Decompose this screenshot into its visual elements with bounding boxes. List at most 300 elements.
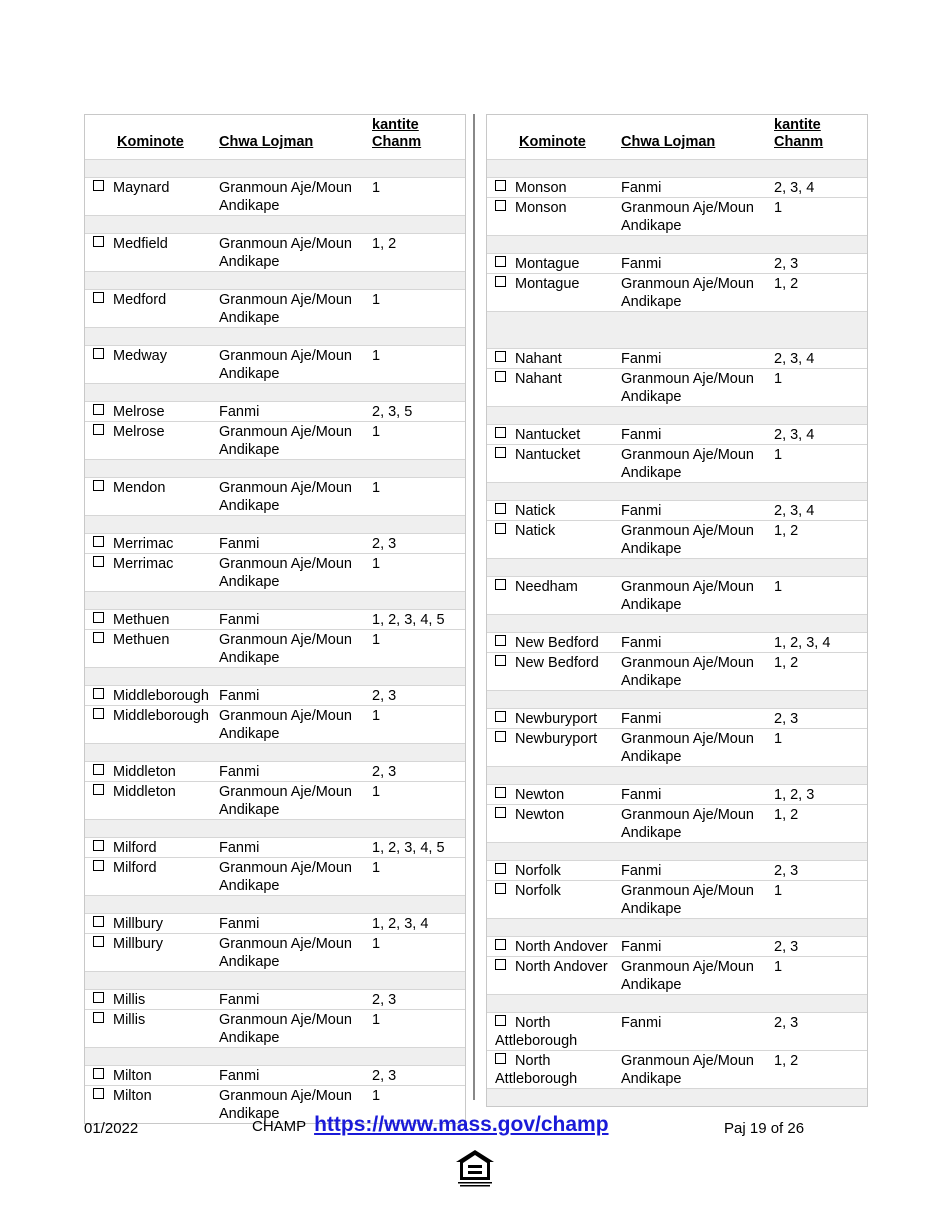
table-row xyxy=(85,234,465,272)
spacer-cell xyxy=(487,919,867,937)
community-cell xyxy=(487,937,621,957)
bedroom-count-cell: 1 xyxy=(774,369,867,407)
housing-type-cell: Granmoun Aje/Moun Andikape xyxy=(621,577,774,615)
housing-type-cell: Fanmi xyxy=(219,534,372,554)
housing-type-cell: Granmoun Aje/Moun Andikape xyxy=(219,234,372,272)
checkbox[interactable] xyxy=(93,536,104,547)
bedroom-count-cell: 2, 3 xyxy=(774,861,867,881)
spacer-cell xyxy=(85,668,465,686)
left-header-row xyxy=(85,115,465,160)
table-row xyxy=(487,501,867,521)
community-name: North Andover xyxy=(515,939,608,955)
housing-type-cell: Granmoun Aje/Moun Andikape xyxy=(219,554,372,592)
right-header-row xyxy=(487,115,867,160)
group-spacer xyxy=(487,767,867,785)
community-name: Middleton xyxy=(113,784,176,800)
housing-type-cell: Granmoun Aje/Moun Andikape xyxy=(219,290,372,328)
table-row xyxy=(85,630,465,668)
bedroom-count-cell: 1, 2 xyxy=(774,1051,867,1089)
bedroom-count-cell: 1, 2, 3, 4 xyxy=(774,633,867,653)
checkbox[interactable] xyxy=(93,916,104,927)
checkbox[interactable] xyxy=(93,860,104,871)
bedroom-count-cell: 1 xyxy=(372,1010,465,1048)
community-cell xyxy=(85,422,219,460)
housing-type-cell: Granmoun Aje/Moun Andikape xyxy=(219,178,372,216)
checkbox[interactable] xyxy=(495,807,506,818)
group-spacer xyxy=(85,460,465,478)
community-name: Millis xyxy=(113,1012,146,1028)
bedroom-count-cell: 1 xyxy=(372,478,465,516)
community-name: Natick xyxy=(515,523,556,539)
bedroom-count-cell: 1 xyxy=(774,957,867,995)
housing-type-cell: Fanmi xyxy=(219,914,372,934)
community-cell xyxy=(487,805,621,843)
left-column xyxy=(84,114,466,1124)
checkbox[interactable] xyxy=(495,180,506,191)
community-name: Mendon xyxy=(113,480,166,496)
bedroom-count-cell: 1 xyxy=(372,782,465,820)
community-name: Montague xyxy=(515,276,580,292)
checkbox[interactable] xyxy=(495,655,506,666)
spacer-cell xyxy=(487,615,867,633)
bedroom-count-cell: 2, 3, 4 xyxy=(774,178,867,198)
community-cell xyxy=(487,369,621,407)
checkbox[interactable] xyxy=(495,731,506,742)
bedroom-count-cell: 1 xyxy=(372,706,465,744)
community-cell xyxy=(85,234,219,272)
group-spacer xyxy=(85,328,465,346)
spacer-cell xyxy=(85,460,465,478)
table-row xyxy=(487,425,867,445)
equal-housing-opportunity-icon xyxy=(452,1148,498,1190)
bedroom-count-cell: 1 xyxy=(774,577,867,615)
table-row xyxy=(85,402,465,422)
checkbox[interactable] xyxy=(495,579,506,590)
checkbox[interactable] xyxy=(93,424,104,435)
community-name: Methuen xyxy=(113,632,170,648)
community-name: North Andover xyxy=(515,959,608,975)
checkbox[interactable] xyxy=(495,1053,506,1064)
column-divider xyxy=(473,114,475,1100)
group-spacer xyxy=(85,592,465,610)
bedroom-count-cell: 1 xyxy=(774,881,867,919)
community-cell xyxy=(85,610,219,630)
housing-type-cell: Fanmi xyxy=(621,633,774,653)
community-name: Methuen xyxy=(113,612,170,628)
checkbox[interactable] xyxy=(93,708,104,719)
bedroom-count-cell: 1, 2, 3, 4, 5 xyxy=(372,610,465,630)
table-row xyxy=(487,178,867,198)
checkbox[interactable] xyxy=(93,404,104,415)
spacer-cell xyxy=(487,995,867,1013)
community-name: Newburyport xyxy=(515,731,598,747)
checkbox[interactable] xyxy=(495,427,506,438)
table-row xyxy=(85,1010,465,1048)
bedroom-count-cell: 1 xyxy=(774,198,867,236)
community-cell xyxy=(85,762,219,782)
checkbox[interactable] xyxy=(93,236,104,247)
table-row xyxy=(487,445,867,483)
bedroom-count-cell: 1, 2 xyxy=(774,805,867,843)
housing-type-cell: Granmoun Aje/Moun Andikape xyxy=(621,274,774,312)
right-table xyxy=(487,115,867,1106)
table-row xyxy=(487,881,867,919)
table-row xyxy=(487,633,867,653)
table-row xyxy=(487,349,867,369)
bedroom-count-cell: 1, 2 xyxy=(774,653,867,691)
community-name: Milton xyxy=(113,1068,152,1084)
community-cell xyxy=(487,274,621,312)
housing-type-cell: Granmoun Aje/Moun Andikape xyxy=(621,653,774,691)
bedroom-count-cell: 2, 3 xyxy=(774,937,867,957)
community-cell xyxy=(85,838,219,858)
table-row xyxy=(85,686,465,706)
community-cell xyxy=(85,934,219,972)
table-row xyxy=(85,534,465,554)
checkbox[interactable] xyxy=(495,276,506,287)
community-cell xyxy=(85,534,219,554)
community-cell xyxy=(85,630,219,668)
housing-type-cell: Granmoun Aje/Moun Andikape xyxy=(219,1010,372,1048)
community-name: Norfolk xyxy=(515,883,561,899)
table-row xyxy=(487,729,867,767)
checkbox[interactable] xyxy=(93,180,104,191)
housing-type-cell: Granmoun Aje/Moun Andikape xyxy=(621,445,774,483)
housing-type-cell: Granmoun Aje/Moun Andikape xyxy=(621,729,774,767)
housing-type-cell: Granmoun Aje/Moun Andikape xyxy=(219,422,372,460)
bedroom-count-cell: 1, 2 xyxy=(774,521,867,559)
community-name: Medfield xyxy=(113,236,168,252)
community-cell xyxy=(487,957,621,995)
housing-type-cell: Granmoun Aje/Moun Andikape xyxy=(219,630,372,668)
community-name: Nahant xyxy=(515,371,562,387)
spacer-cell xyxy=(487,843,867,861)
community-cell xyxy=(487,198,621,236)
bedroom-count-cell: 1 xyxy=(774,729,867,767)
group-spacer xyxy=(85,384,465,402)
table-row xyxy=(487,577,867,615)
community-cell xyxy=(85,858,219,896)
bedroom-count-cell: 1 xyxy=(372,630,465,668)
community-name: Newburyport xyxy=(515,711,598,727)
spacer-cell xyxy=(85,216,465,234)
bedroom-count-cell: 1 xyxy=(372,290,465,328)
checkbox[interactable] xyxy=(93,992,104,1003)
group-spacer xyxy=(85,516,465,534)
checkbox[interactable] xyxy=(93,1012,104,1023)
housing-type-cell: Fanmi xyxy=(219,402,372,422)
table-row xyxy=(85,914,465,934)
community-cell xyxy=(85,478,219,516)
spacer-cell xyxy=(487,691,867,709)
community-cell xyxy=(85,554,219,592)
bedroom-count-cell: 2, 3 xyxy=(372,990,465,1010)
checkbox[interactable] xyxy=(93,936,104,947)
table-row xyxy=(487,1013,867,1051)
table-row xyxy=(487,521,867,559)
table-row xyxy=(85,610,465,630)
bedroom-count-cell: 1, 2, 3, 4, 5 xyxy=(372,838,465,858)
housing-type-cell: Granmoun Aje/Moun Andikape xyxy=(219,706,372,744)
group-spacer xyxy=(85,896,465,914)
housing-type-cell: Granmoun Aje/Moun Andikape xyxy=(621,1051,774,1089)
table-row xyxy=(487,254,867,274)
housing-type-cell: Granmoun Aje/Moun Andikape xyxy=(621,805,774,843)
bedroom-count-cell: 2, 3, 4 xyxy=(774,425,867,445)
group-spacer xyxy=(487,919,867,937)
table-row xyxy=(85,990,465,1010)
right-table-body xyxy=(487,160,867,1107)
spacer-cell xyxy=(85,592,465,610)
bedroom-count-cell: 2, 3 xyxy=(774,1013,867,1051)
community-cell xyxy=(487,709,621,729)
housing-type-cell: Granmoun Aje/Moun Andikape xyxy=(621,198,774,236)
left-table-body xyxy=(85,160,465,1124)
spacer-cell xyxy=(487,559,867,577)
table-row xyxy=(487,369,867,407)
table-row xyxy=(487,957,867,995)
spacer-cell xyxy=(85,896,465,914)
community-name: Merrimac xyxy=(113,556,174,572)
housing-type-cell: Granmoun Aje/Moun Andikape xyxy=(219,782,372,820)
table-row xyxy=(85,290,465,328)
bedroom-count-cell: 1 xyxy=(372,934,465,972)
community-cell xyxy=(85,346,219,384)
community-name: Natick xyxy=(515,503,556,519)
bedroom-count-cell: 2, 3 xyxy=(372,1066,465,1086)
checkbox[interactable] xyxy=(495,200,506,211)
community-name: Merrimac xyxy=(113,536,174,552)
header-chwa-lojman: Chwa Lojman xyxy=(621,134,716,150)
community-name: Millis xyxy=(113,992,146,1008)
community-name: Middleborough xyxy=(113,708,209,724)
housing-type-cell: Granmoun Aje/Moun Andikape xyxy=(219,478,372,516)
checkbox[interactable] xyxy=(93,612,104,623)
housing-type-cell: Fanmi xyxy=(621,709,774,729)
bedroom-count-cell: 2, 3, 4 xyxy=(774,349,867,369)
community-name: Nantucket xyxy=(515,427,581,443)
community-name: Norfolk xyxy=(515,863,561,879)
housing-type-cell: Fanmi xyxy=(621,349,774,369)
checkbox[interactable] xyxy=(495,787,506,798)
community-name: New Bedford xyxy=(515,635,599,651)
spacer-cell xyxy=(85,1048,465,1066)
housing-type-cell: Fanmi xyxy=(219,1066,372,1086)
community-cell xyxy=(85,1066,219,1086)
community-name: New Bedford xyxy=(515,655,599,671)
housing-type-cell: Fanmi xyxy=(219,762,372,782)
bedroom-count-cell: 2, 3, 4 xyxy=(774,501,867,521)
group-spacer xyxy=(487,843,867,861)
checkbox[interactable] xyxy=(93,556,104,567)
checkbox[interactable] xyxy=(495,503,506,514)
table-row xyxy=(487,653,867,691)
checkbox[interactable] xyxy=(495,959,506,970)
housing-type-cell: Fanmi xyxy=(219,610,372,630)
header-kominote: Kominote xyxy=(519,134,586,150)
community-cell xyxy=(85,1010,219,1048)
housing-type-cell: Fanmi xyxy=(621,937,774,957)
spacer-cell xyxy=(85,160,465,178)
group-spacer xyxy=(85,216,465,234)
group-spacer xyxy=(487,559,867,577)
bedroom-count-cell: 1 xyxy=(372,858,465,896)
community-cell xyxy=(487,178,621,198)
community-name: Melrose xyxy=(113,404,165,420)
table-row xyxy=(85,762,465,782)
checkbox[interactable] xyxy=(93,784,104,795)
spacer-cell xyxy=(487,1089,867,1107)
spacer-cell xyxy=(85,328,465,346)
community-cell xyxy=(487,1013,621,1051)
community-cell xyxy=(85,1086,219,1124)
table-row xyxy=(85,858,465,896)
housing-type-cell: Fanmi xyxy=(219,686,372,706)
table-row xyxy=(487,937,867,957)
group-spacer xyxy=(487,483,867,501)
header-kominote: Kominote xyxy=(117,134,184,150)
bedroom-count-cell: 1, 2 xyxy=(774,274,867,312)
housing-type-cell: Granmoun Aje/Moun Andikape xyxy=(219,934,372,972)
community-cell xyxy=(85,290,219,328)
table-row xyxy=(85,346,465,384)
header-chwa-lojman: Chwa Lojman xyxy=(219,134,314,150)
checkbox[interactable] xyxy=(495,1015,506,1026)
housing-type-cell: Fanmi xyxy=(621,785,774,805)
housing-type-cell: Fanmi xyxy=(621,501,774,521)
checkbox[interactable] xyxy=(495,256,506,267)
community-name: Montague xyxy=(515,256,580,272)
community-name: Maynard xyxy=(113,180,170,196)
table-row xyxy=(85,706,465,744)
spacer-cell xyxy=(487,407,867,425)
community-cell xyxy=(487,785,621,805)
checkbox[interactable] xyxy=(93,292,104,303)
community-cell xyxy=(85,782,219,820)
table-row xyxy=(85,554,465,592)
bedroom-count-cell: 1 xyxy=(372,554,465,592)
community-cell xyxy=(487,633,621,653)
checkbox[interactable] xyxy=(495,711,506,722)
checkbox[interactable] xyxy=(495,883,506,894)
housing-type-cell: Fanmi xyxy=(621,254,774,274)
checkbox[interactable] xyxy=(93,1088,104,1099)
housing-type-cell: Fanmi xyxy=(219,990,372,1010)
community-name: Newton xyxy=(515,787,565,803)
table-row xyxy=(487,274,867,312)
spacer-cell xyxy=(487,236,867,254)
checkbox[interactable] xyxy=(495,351,506,362)
bedroom-count-cell: 2, 3 xyxy=(774,254,867,274)
group-spacer xyxy=(487,312,867,349)
checkbox[interactable] xyxy=(495,939,506,950)
community-name: Millbury xyxy=(113,936,163,952)
checkbox[interactable] xyxy=(93,764,104,775)
table-row xyxy=(487,198,867,236)
spacer-cell xyxy=(85,744,465,762)
table-row xyxy=(85,838,465,858)
spacer-cell xyxy=(85,272,465,290)
champ-link[interactable]: https://www.mass.gov/champ xyxy=(314,1113,609,1136)
checkbox[interactable] xyxy=(93,688,104,699)
community-name: Medford xyxy=(113,292,167,308)
community-name: Middleton xyxy=(113,764,176,780)
checkbox[interactable] xyxy=(495,523,506,534)
table-row xyxy=(85,934,465,972)
spacer-cell xyxy=(85,972,465,990)
checkbox[interactable] xyxy=(93,632,104,643)
community-cell xyxy=(487,653,621,691)
community-cell xyxy=(85,686,219,706)
table-row xyxy=(487,709,867,729)
community-cell xyxy=(487,729,621,767)
housing-type-cell: Granmoun Aje/Moun Andikape xyxy=(219,346,372,384)
housing-type-cell: Granmoun Aje/Moun Andikape xyxy=(621,369,774,407)
bedroom-count-cell: 2, 3 xyxy=(372,762,465,782)
checkbox[interactable] xyxy=(93,348,104,359)
housing-type-cell: Granmoun Aje/Moun Andikape xyxy=(621,521,774,559)
community-cell xyxy=(487,881,621,919)
community-cell xyxy=(487,521,621,559)
checkbox[interactable] xyxy=(93,1068,104,1079)
community-name: Milford xyxy=(113,840,157,856)
group-spacer xyxy=(85,744,465,762)
housing-type-cell: Granmoun Aje/Moun Andikape xyxy=(621,881,774,919)
community-cell xyxy=(487,445,621,483)
checkbox[interactable] xyxy=(495,447,506,458)
community-cell xyxy=(487,1051,621,1089)
group-spacer xyxy=(85,972,465,990)
community-cell xyxy=(487,501,621,521)
community-name: Newton xyxy=(515,807,565,823)
checkbox[interactable] xyxy=(495,635,506,646)
checkbox[interactable] xyxy=(93,840,104,851)
bedroom-count-cell: 1, 2 xyxy=(372,234,465,272)
community-name: Monson xyxy=(515,200,567,216)
bedroom-count-cell: 1 xyxy=(774,445,867,483)
bedroom-count-cell: 1 xyxy=(372,346,465,384)
footer-page-number: Paj 19 of 26 xyxy=(724,1120,805,1137)
community-name: Medway xyxy=(113,348,167,364)
bedroom-count-cell: 1 xyxy=(372,1086,465,1124)
table-row xyxy=(85,478,465,516)
checkbox[interactable] xyxy=(495,371,506,382)
bedroom-count-cell: 2, 3, 5 xyxy=(372,402,465,422)
checkbox[interactable] xyxy=(93,480,104,491)
group-spacer xyxy=(487,236,867,254)
bedroom-count-cell: 2, 3 xyxy=(372,686,465,706)
table-row xyxy=(487,805,867,843)
footer-champ-label: CHAMP xyxy=(252,1118,306,1135)
community-name: Monson xyxy=(515,180,567,196)
table-row xyxy=(85,178,465,216)
group-spacer xyxy=(85,668,465,686)
community-name: Nantucket xyxy=(515,447,581,463)
community-cell xyxy=(85,990,219,1010)
community-cell xyxy=(487,349,621,369)
community-cell xyxy=(487,577,621,615)
checkbox[interactable] xyxy=(495,863,506,874)
community-cell xyxy=(487,425,621,445)
table-row xyxy=(487,785,867,805)
community-cell xyxy=(487,861,621,881)
bedroom-count-cell: 1 xyxy=(372,178,465,216)
community-name: Millbury xyxy=(113,916,163,932)
community-name: Nahant xyxy=(515,351,562,367)
housing-type-cell: Granmoun Aje/Moun Andikape xyxy=(219,858,372,896)
group-spacer xyxy=(487,691,867,709)
community-name: Needham xyxy=(515,579,578,595)
